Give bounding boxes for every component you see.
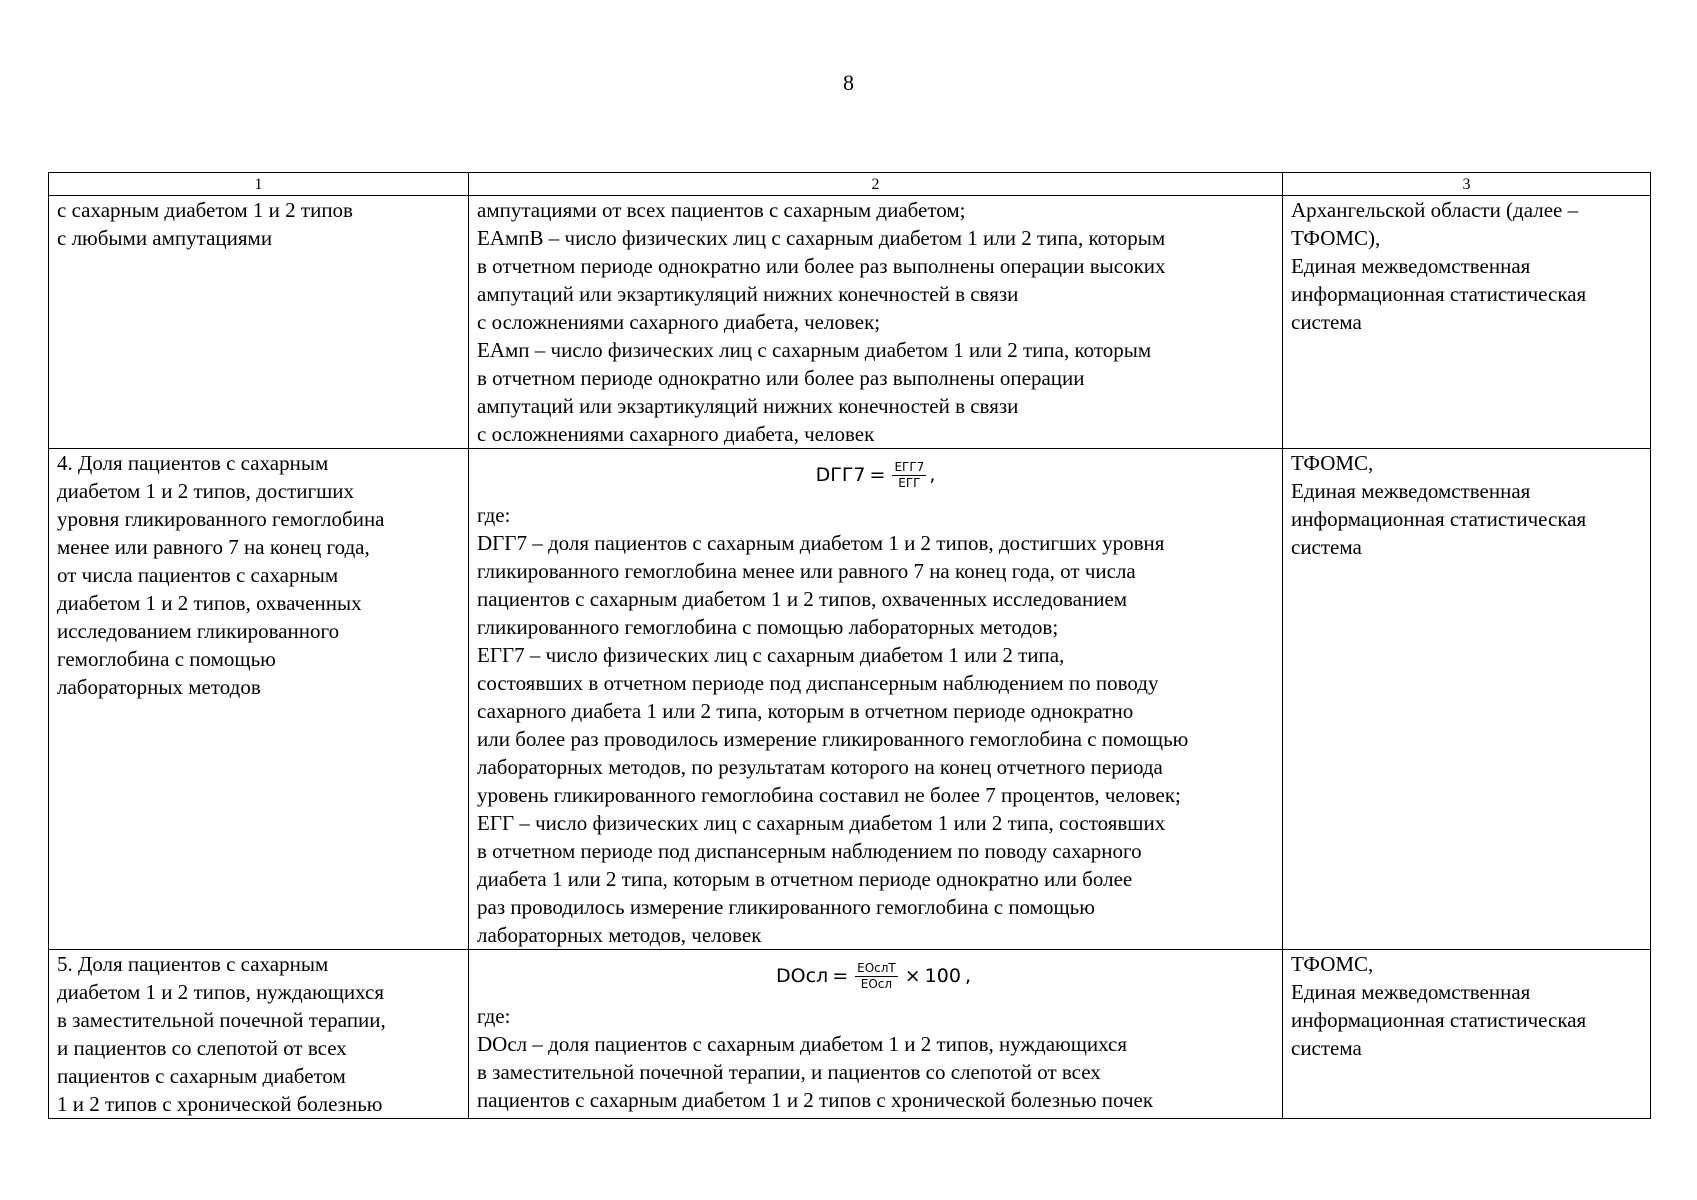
text-line: информационная статистическая bbox=[1291, 507, 1587, 531]
text-line: раз проводилось измерение гликированного гемоглобина с помощью bbox=[477, 895, 1095, 919]
text-line: Единая межведомственная bbox=[1291, 980, 1531, 1004]
text-line: лабораторных методов, по результатам которого на конец отчетного периода bbox=[477, 755, 1163, 779]
text-line: лабораторных методов, человек bbox=[477, 923, 762, 947]
text-line: уровень гликированного гемоглобина составил не более 7 процентов, человек; bbox=[477, 783, 1181, 807]
formula-equals: = bbox=[869, 464, 886, 486]
formula-factor: 100 bbox=[924, 965, 961, 987]
formula-times: × bbox=[904, 965, 921, 987]
table-header-row bbox=[49, 173, 1651, 196]
text-line: пациентов с сахарным диабетом bbox=[57, 1064, 346, 1088]
formula-numerator: ЕОслТ bbox=[857, 960, 896, 975]
text-line: и пациентов со слепотой от всех bbox=[57, 1036, 347, 1060]
text-line: где: bbox=[477, 1004, 511, 1028]
header-col-2: 2 bbox=[469, 173, 1283, 196]
text-line: или более раз проводилось измерение гликированного гемоглобина с помощью bbox=[477, 727, 1189, 751]
calculation-method-cell bbox=[469, 950, 1283, 1119]
formula-tail: , bbox=[929, 464, 936, 486]
text-line: в заместительной почечной терапии, bbox=[57, 1008, 386, 1032]
text-line: 1 и 2 типов с хронической болезнью bbox=[57, 1092, 383, 1116]
table-row bbox=[49, 950, 1651, 1119]
table-row bbox=[49, 449, 1651, 950]
formula-dgg7 bbox=[477, 449, 1274, 501]
text-line: ЕГГ – число физических лиц с сахарным диабетом 1 или 2 типа, состоявших bbox=[477, 811, 1166, 835]
formula-lhs: DОсл bbox=[776, 965, 829, 987]
text-line: ампутациями от всех пациентов с сахарным диабетом; bbox=[477, 198, 966, 222]
text-line: с сахарным диабетом 1 и 2 типов bbox=[57, 198, 353, 222]
calculation-method-cell bbox=[469, 449, 1283, 950]
formula-lhs: DГГ7 bbox=[815, 464, 866, 486]
text-line: диабетом 1 и 2 типов, нуждающихся bbox=[57, 980, 385, 1004]
text-line: в отчетном периоде однократно или более раз выполнены операции высоких bbox=[477, 254, 1166, 278]
text-line: ТФОМС), bbox=[1291, 226, 1381, 250]
text-line: в отчетном периоде однократно или более раз выполнены операции bbox=[477, 366, 1085, 390]
text-line: пациентов с сахарным диабетом 1 и 2 типов с хронической болезнью почек bbox=[477, 1088, 1154, 1112]
text-line: диабетом 1 и 2 типов, достигших bbox=[57, 479, 355, 503]
text-line: DГГ7 – доля пациентов с сахарным диабетом 1 и 2 типов, достигших уровня bbox=[477, 531, 1165, 555]
text-line: лабораторных методов bbox=[57, 675, 261, 699]
text-line: диабета 1 или 2 типа, которым в отчетном периоде однократно или более bbox=[477, 867, 1133, 891]
text-line: система bbox=[1291, 535, 1362, 559]
text-line: ТФОМС, bbox=[1291, 451, 1374, 475]
text-line: ТФОМС, bbox=[1291, 952, 1374, 976]
text-line: менее или равного 7 на конец года, bbox=[57, 535, 370, 559]
text-line: сахарного диабета 1 или 2 типа, которым в отчетном периоде однократно bbox=[477, 699, 1134, 723]
page-number: 8 bbox=[843, 70, 854, 95]
text-line: в заместительной почечной терапии, и пациентов со слепотой от всех bbox=[477, 1060, 1101, 1084]
text-line: уровня гликированного гемоглобина bbox=[57, 507, 385, 531]
formula-dosl bbox=[477, 950, 1274, 1002]
text-line: система bbox=[1291, 1036, 1362, 1060]
text-line: Единая межведомственная bbox=[1291, 254, 1531, 278]
formula-tail: , bbox=[964, 965, 971, 987]
text-line: информационная статистическая bbox=[1291, 282, 1587, 306]
text-line: исследованием гликированного bbox=[57, 619, 340, 643]
text-line: диабетом 1 и 2 типов, охваченных bbox=[57, 591, 362, 615]
text-line: гликированного гемоглобина с помощью лабораторных методов; bbox=[477, 615, 1059, 639]
text-line: 4. Доля пациентов с сахарным bbox=[57, 451, 329, 475]
formula-equals: = bbox=[832, 965, 849, 987]
text-line: гликированного гемоглобина менее или равного 7 на конец года, от числа bbox=[477, 559, 1136, 583]
text-line: где: bbox=[477, 503, 511, 527]
data-source-cell bbox=[1283, 449, 1651, 950]
text-line: 5. Доля пациентов с сахарным bbox=[57, 952, 329, 976]
text-line: ЕГГ7 – число физических лиц с сахарным диабетом 1 или 2 типа, bbox=[477, 643, 1065, 667]
text-line: система bbox=[1291, 310, 1362, 334]
text-line: DОсл – доля пациентов с сахарным диабетом 1 и 2 типов, нуждающихся bbox=[477, 1032, 1128, 1056]
text-line: пациентов с сахарным диабетом 1 и 2 типов, охваченных исследованием bbox=[477, 587, 1128, 611]
text-line: информационная статистическая bbox=[1291, 1008, 1587, 1032]
table-row bbox=[49, 196, 1651, 449]
formula-numerator: ЕГГ7 bbox=[894, 459, 925, 474]
text-line: ЕАмп – число физических лиц с сахарным диабетом 1 или 2 типа, которым bbox=[477, 338, 1152, 362]
text-line: в отчетном периоде под диспансерным наблюдением по поводу сахарного bbox=[477, 839, 1142, 863]
calculation-method-cell bbox=[469, 196, 1283, 449]
text-line: ампутаций или экзартикуляций нижних конечностей в связи bbox=[477, 282, 1019, 306]
indicators-table bbox=[48, 172, 1651, 1119]
header-col-1: 1 bbox=[49, 173, 469, 196]
text-line: ЕАмпВ – число физических лиц с сахарным диабетом 1 или 2 типа, которым bbox=[477, 226, 1166, 250]
text-line: Архангельской области (далее – bbox=[1291, 198, 1579, 222]
text-line: с любыми ампутациями bbox=[57, 226, 273, 250]
text-line: с осложнениями сахарного диабета, человек bbox=[477, 422, 875, 446]
formula-denominator: ЕГГ bbox=[898, 475, 921, 490]
data-source-cell bbox=[1283, 950, 1651, 1119]
indicator-name-cell bbox=[49, 196, 469, 449]
text-line: Единая межведомственная bbox=[1291, 479, 1531, 503]
formula-denominator: ЕОсл bbox=[860, 976, 893, 991]
text-line: гемоглобина с помощью bbox=[57, 647, 276, 671]
indicator-name-cell bbox=[49, 449, 469, 950]
formula-fraction bbox=[855, 961, 898, 992]
text-line: состоявших в отчетном периоде под диспансерным наблюдением по поводу bbox=[477, 671, 1159, 695]
header-col-3: 3 bbox=[1283, 173, 1651, 196]
formula-fraction bbox=[892, 460, 926, 491]
text-line: с осложнениями сахарного диабета, человек; bbox=[477, 310, 881, 334]
text-line: от числа пациентов с сахарным bbox=[57, 563, 339, 587]
data-source-cell bbox=[1283, 196, 1651, 449]
text-line: ампутаций или экзартикуляций нижних конечностей в связи bbox=[477, 394, 1019, 418]
indicator-name-cell bbox=[49, 950, 469, 1119]
